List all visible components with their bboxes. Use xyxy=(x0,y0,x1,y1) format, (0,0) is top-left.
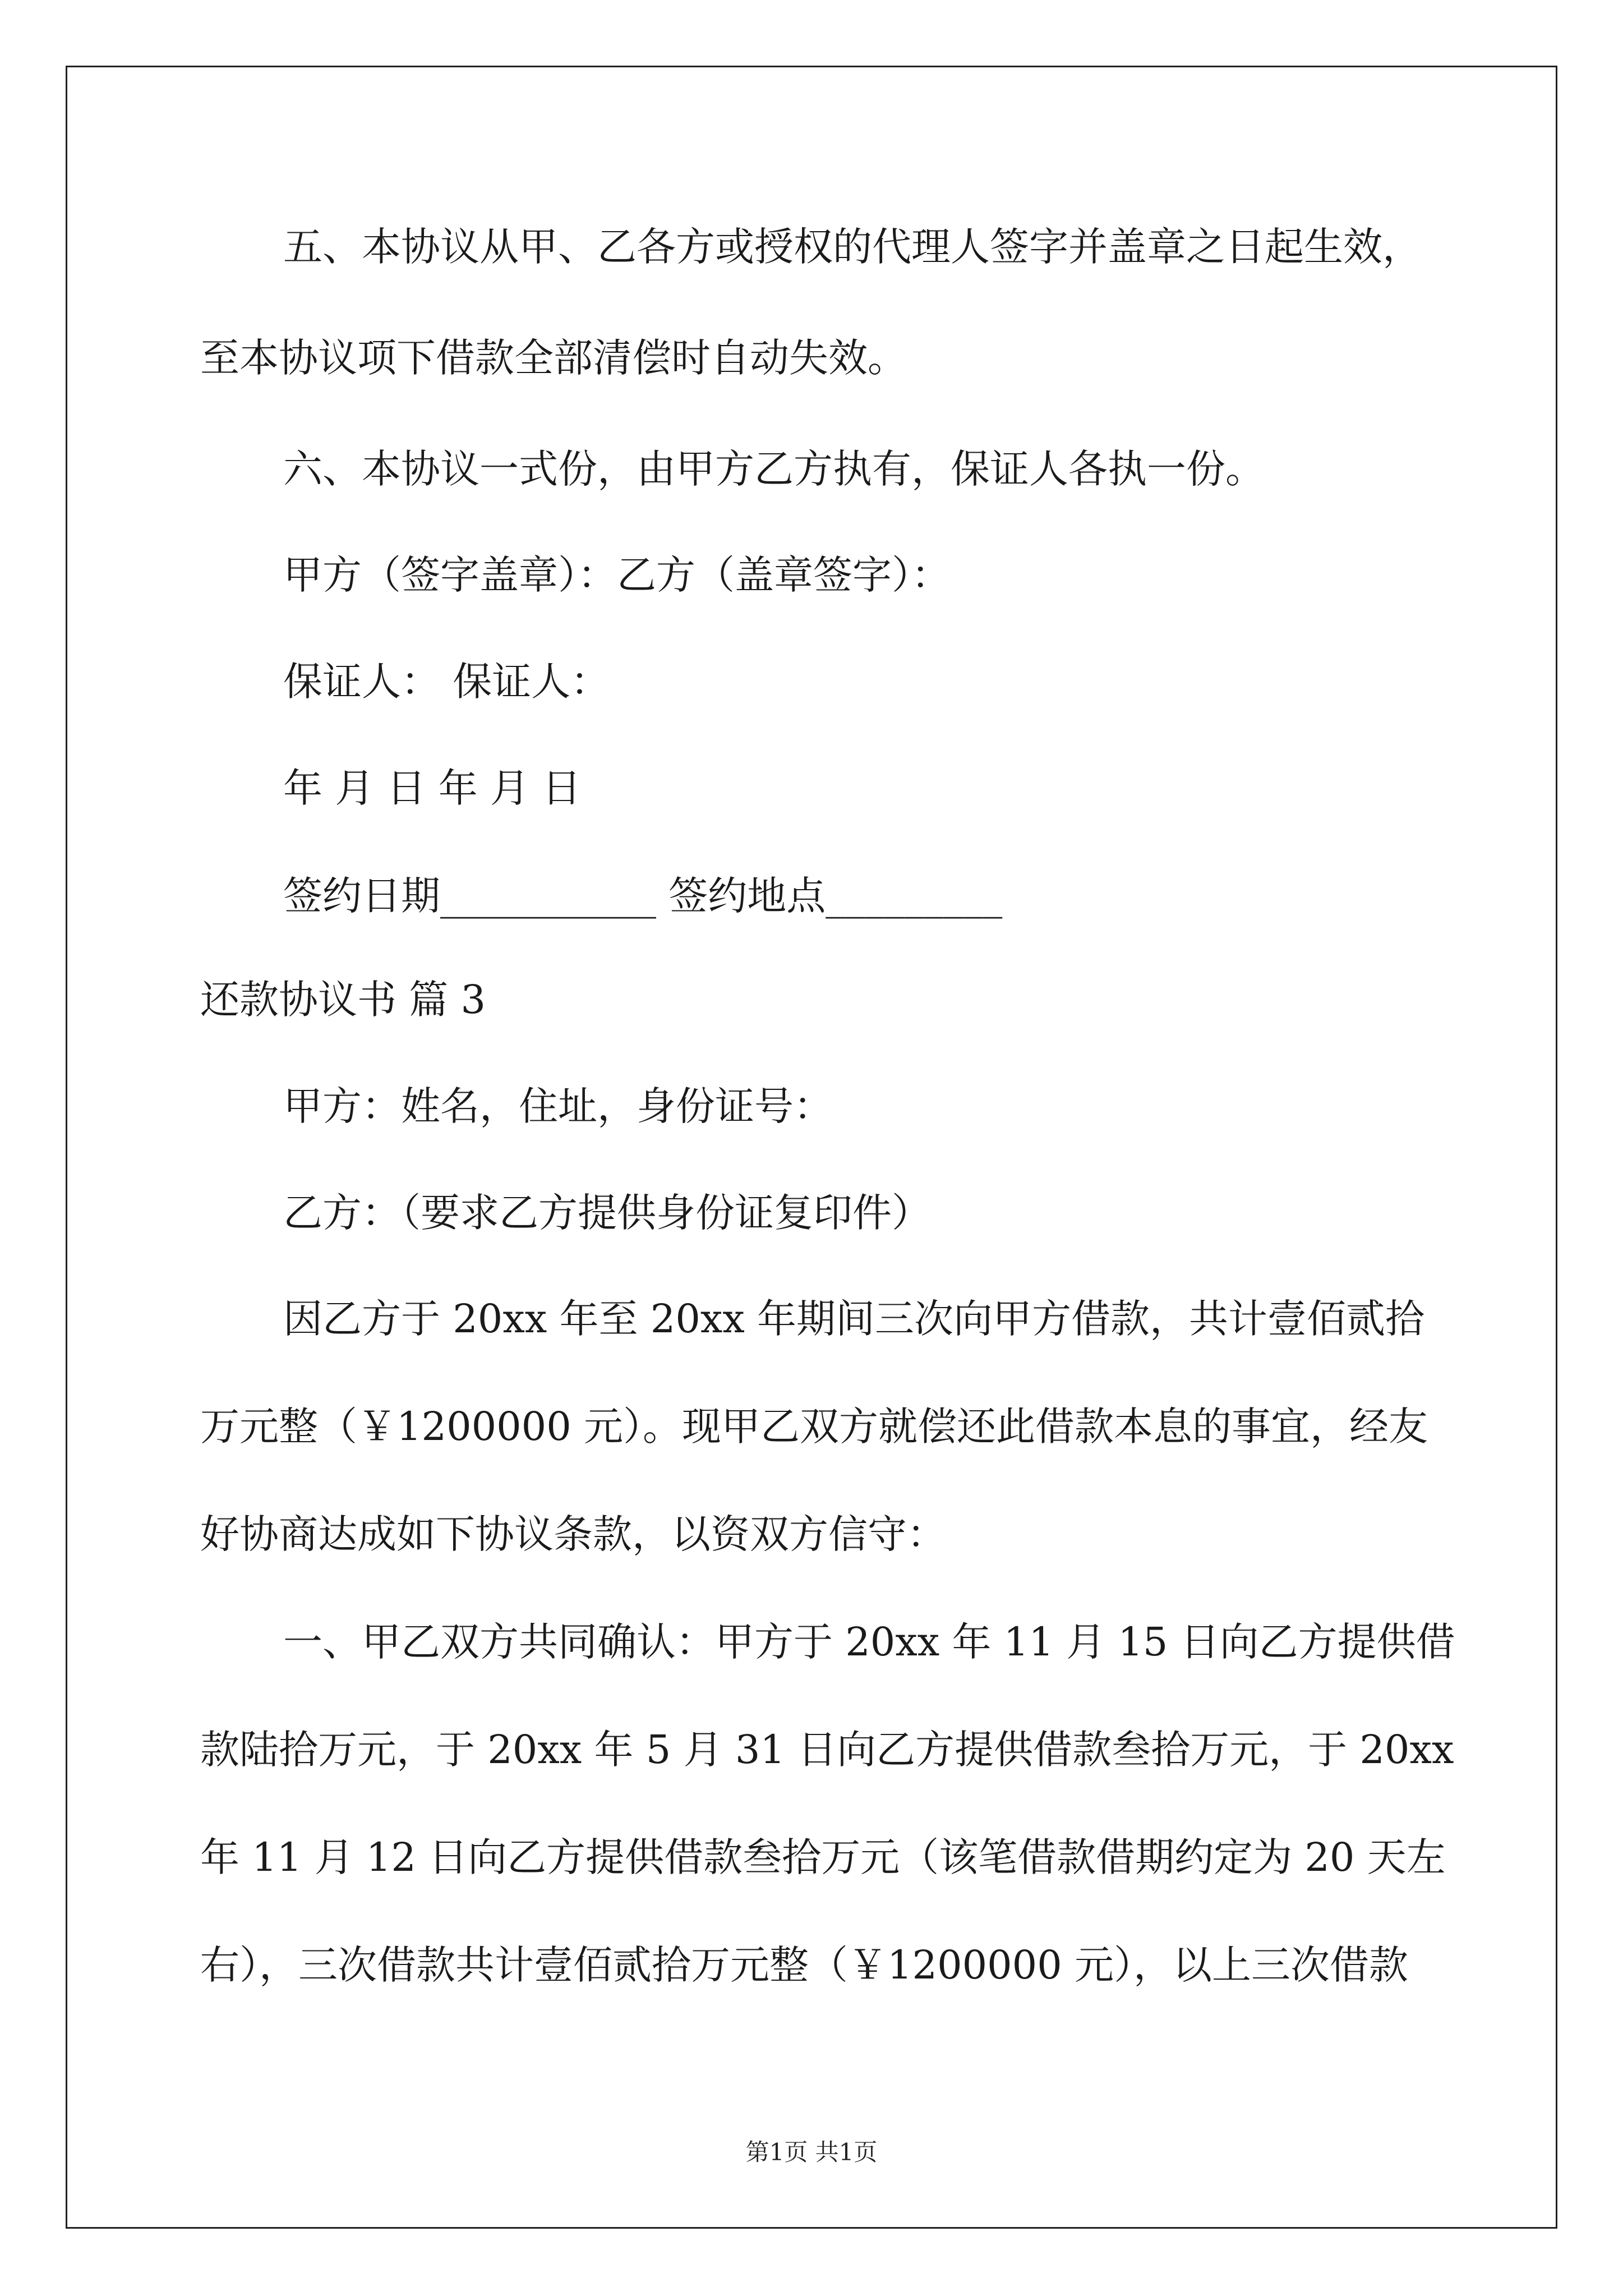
signing-dates: 年 月 日 年 月 日 xyxy=(283,765,582,811)
clause-1-line-4: 右），三次借款共计壹佰贰拾万元整（￥1200000 元），以上三次借款 xyxy=(200,1942,1409,1988)
page-border xyxy=(66,66,1557,2229)
clause-5-line-2: 至本协议项下借款全部清偿时自动失效。 xyxy=(200,335,907,381)
page-footer: 第1页 共1页 xyxy=(745,2138,878,2166)
section-title: 还款协议书 篇 3 xyxy=(200,977,486,1023)
clause-1-line-2: 款陆拾万元，于 20xx 年 5 月 31 日向乙方提供借款叁拾万元，于 20xx xyxy=(200,1727,1454,1773)
preamble-line-3: 好协商达成如下协议条款，以资双方信守： xyxy=(200,1511,946,1557)
preamble-line-2: 万元整（￥1200000 元）。现甲乙双方就偿还此借款本息的事宜，经友 xyxy=(200,1404,1428,1450)
signing-date-place: 签约日期___________ 签约地点_________ xyxy=(283,873,1003,919)
clause-1-line-3: 年 11 月 12 日向乙方提供借款叁拾万元（该笔借款借期约定为 20 天左 xyxy=(200,1834,1446,1880)
clause-6: 六、本协议一式份，由甲方乙方执有，保证人各执一份。 xyxy=(283,446,1265,492)
party-b-info: 乙方：（要求乙方提供身份证复印件） xyxy=(283,1190,931,1236)
clause-5-line-1: 五、本协议从甲、乙各方或授权的代理人签字并盖章之日起生效， xyxy=(283,224,1422,270)
signature-parties: 甲方（签字盖章）：乙方（盖章签字）： xyxy=(283,552,951,598)
clause-1-line-1: 一、甲乙双方共同确认：甲方于 20xx 年 11 月 15 日向乙方提供借 xyxy=(283,1619,1455,1665)
guarantors: 保证人： 保证人： xyxy=(283,659,610,705)
preamble-line-1: 因乙方于 20xx 年至 20xx 年期间三次向甲方借款，共计壹佰贰拾 xyxy=(283,1296,1425,1342)
party-a-info: 甲方：姓名，住址，身份证号： xyxy=(283,1083,833,1129)
